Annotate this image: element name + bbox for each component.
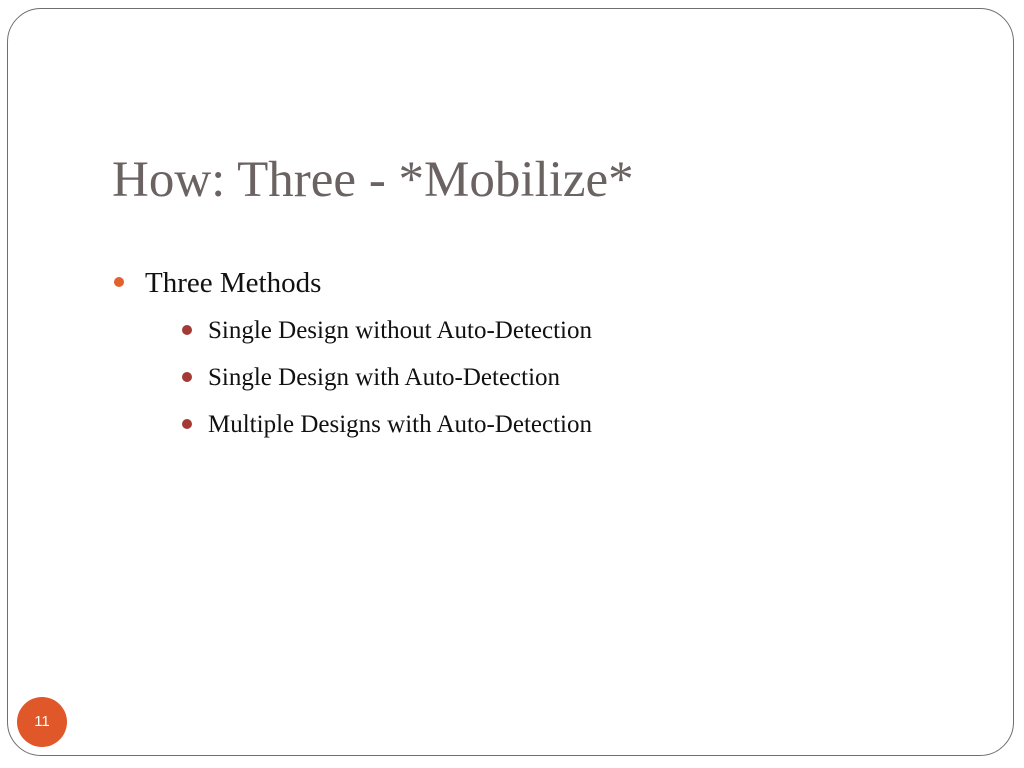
sub-bullet-dot-icon bbox=[182, 325, 192, 335]
sub-bullet-item bbox=[182, 354, 592, 401]
bullet-text: Three Methods bbox=[145, 267, 322, 299]
bullet-item bbox=[112, 262, 592, 448]
page-number-badge: 11 bbox=[17, 697, 67, 747]
sub-bullet-text: Single Design without Auto-Detection bbox=[208, 317, 592, 344]
bullet-dot-icon bbox=[114, 277, 124, 287]
sub-bullet-text: Multiple Designs with Auto-Detection bbox=[208, 411, 592, 438]
sub-bullet-dot-icon bbox=[182, 419, 192, 429]
bullet-list bbox=[112, 262, 592, 448]
sub-bullet-text: Single Design with Auto-Detection bbox=[208, 364, 561, 391]
sub-bullet-dot-icon bbox=[182, 372, 192, 382]
sub-bullet-item bbox=[182, 307, 592, 354]
sub-bullet-list bbox=[182, 307, 592, 448]
sub-bullet-item bbox=[182, 401, 592, 448]
slide-title: How: Three - *Mobilize* bbox=[112, 152, 634, 208]
